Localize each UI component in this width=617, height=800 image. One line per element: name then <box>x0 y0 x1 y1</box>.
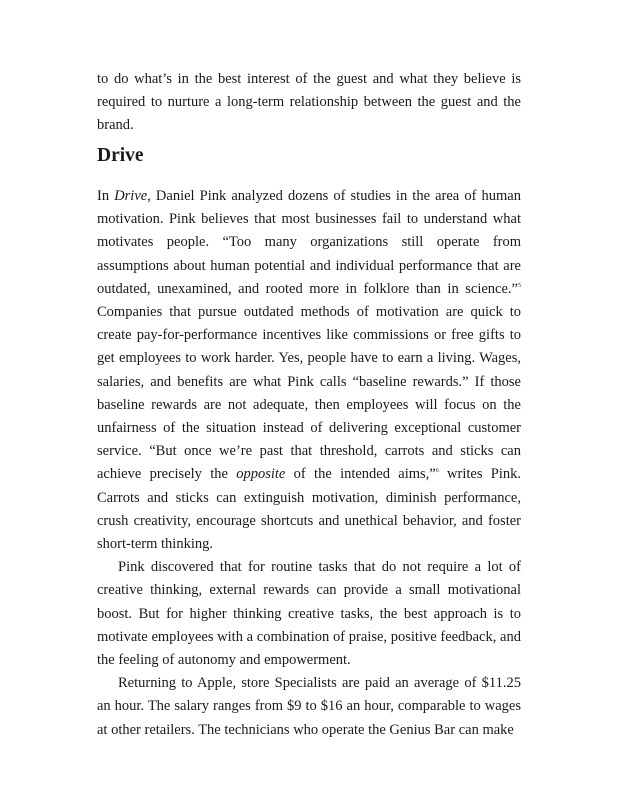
section-body <box>97 185 521 742</box>
section-heading: Drive <box>97 145 144 166</box>
opening-paragraph-block <box>97 68 521 138</box>
para1-part3: of the intended aims,” <box>285 466 436 483</box>
paragraph-1 <box>97 185 521 556</box>
paragraph-2: Pink discovered that for routine tasks that do not require a lot of creative thinking, external rewards can provide a small motivational boost. But for higher thinking creative tasks, the best approach is to motivate employees with a combination of praise, positive feedback, and the feeling of autonomy and empowerment. <box>97 559 521 669</box>
para1-part1: , Daniel Pink analyzed dozens of studies in the area of human motivation. Pink believes that most businesses fail to understand what motivates people. “Too many organizations still operate from assumptions about human potential and individual performance that are outdated, unexamined, and rooted more in folklore than in science.” <box>97 188 521 297</box>
footnote-ref-6: 6 <box>435 468 439 475</box>
book-title: Drive <box>114 188 148 204</box>
paragraph-3: Returning to Apple, store Specialists are paid an average of $11.25 an hour. The salary ranges from $9 to $16 an hour, comparable to wages at other retailers. The technicians who operate the Genius Bar can make <box>97 675 521 738</box>
footnote-ref-5: 5 <box>518 282 521 289</box>
para1-part4: writes Pink. Carrots and sticks can extinguish motivation, diminish performance, crush creativity, encourage shortcuts and unethical behavior, and foster short-term thinking. <box>97 466 522 553</box>
para1-part2: Companies that pursue outdated methods of motivation are quick to create pay-for-performance incentives like commissions or free gifts to get employees to work harder. Yes, people have to earn a living. Wages, salaries, and benefits are what Pink calls “baseline rewards.” If those baseline rewards are not adequate, then employees will focus on the unfairness of the situation instead of delivering exceptional customer service. “But once we’re past that threshold, carrots and sticks can achieve precisely the <box>97 304 521 483</box>
opening-paragraph: to do what’s in the best interest of the guest and what they believe is required to nurture a long-term relationship between the guest and the brand. <box>97 71 521 134</box>
emphasis-opposite: opposite <box>236 466 286 483</box>
para1-in: In <box>97 188 115 204</box>
